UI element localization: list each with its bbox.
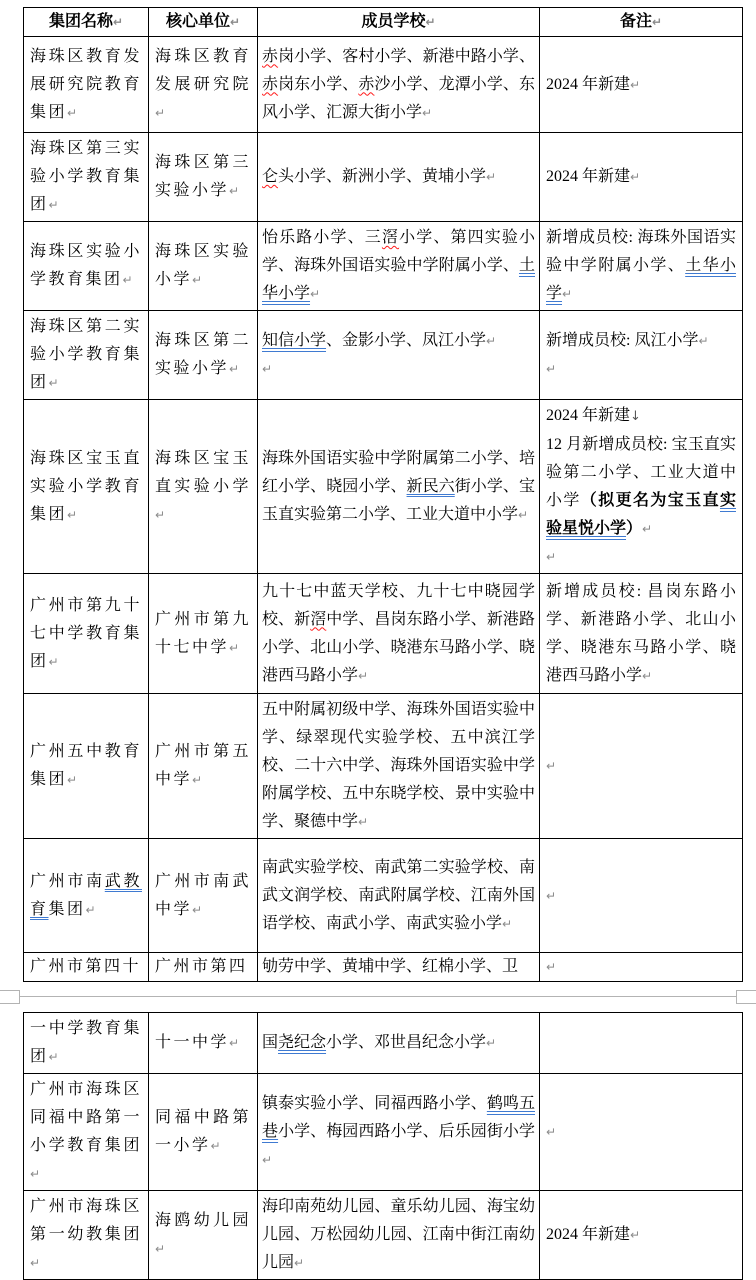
formatting-mark-icon: ↵ <box>48 198 59 212</box>
cell-member-schools <box>258 1074 540 1191</box>
formatting-mark-icon: ↵ <box>48 1050 59 1064</box>
table-row <box>24 574 743 694</box>
text-run: 新增成员校: 海珠外国语实验中学附属小学、 <box>546 229 736 274</box>
cell-group-name <box>24 694 149 839</box>
table-row <box>24 953 743 982</box>
text-run: 南武实验学校、南武第二实验学校、南武文润学校、南武附属学校、江南外国语学校、南武小学、南武实验小学 <box>262 858 535 932</box>
formatting-mark-icon: ↵ <box>546 1125 557 1139</box>
text-run: 海珠区宝玉直实验小学 <box>155 449 251 495</box>
column-header-remarks <box>540 8 743 37</box>
cell-core-unit <box>149 1191 258 1280</box>
text-run: 2024 年新建 <box>546 168 631 185</box>
cell-remarks <box>540 1013 743 1074</box>
text-run: 海珠区宝玉直实验小学教育集团 <box>30 449 142 523</box>
formatting-mark-icon: ↵ <box>518 507 529 522</box>
page-break <box>0 982 756 1012</box>
cell-member-schools <box>258 400 540 574</box>
cell-remarks <box>540 37 743 133</box>
formatting-mark-icon: ↵ <box>486 334 497 348</box>
cell-member-schools <box>258 953 540 982</box>
text-run: 海珠区第三实验小学 <box>155 154 251 199</box>
page-boundary-marker-right-icon <box>736 990 756 1004</box>
text-run: （拟更名为宝玉直 <box>580 492 720 509</box>
cell-remarks <box>540 1191 743 1280</box>
text-run: 广州市第九十七中学教育集团 <box>30 596 142 670</box>
cell-remarks <box>540 574 743 694</box>
formatting-mark-icon: ↵ <box>486 170 497 184</box>
table-row <box>24 1013 743 1074</box>
formatting-mark-icon: ↵ <box>192 273 203 287</box>
text-run: 广州五中教育集团 <box>30 743 142 788</box>
formatting-mark-icon: ↵ <box>85 902 96 917</box>
formatting-mark-icon: ↵ <box>229 640 240 655</box>
cell-remarks <box>540 222 743 311</box>
text-run: 五中附属初级中学、海珠外国语实验中学、绿翠现代实验学校、五中滨江学校、二十六中学、海珠外国语实验中学附属学校、五中东晓学校、景中实验中学、聚德中学 <box>262 701 535 830</box>
formatting-mark-icon: ↵ <box>502 916 513 931</box>
text-run: 2024 年新建 <box>546 407 631 424</box>
table-row <box>24 1191 743 1280</box>
text-run: 海珠区第二实验小学 <box>155 332 251 377</box>
formatting-mark-icon: ↵ <box>229 15 241 29</box>
cell-group-name <box>24 839 149 953</box>
cell-member-schools <box>258 37 540 133</box>
education-groups-table-page-1 <box>23 7 743 982</box>
text-run: 街小学、宝玉直实验第二小学、工业大道中小学 <box>262 477 535 523</box>
formatting-mark-icon: ↵ <box>546 362 557 376</box>
text-run: 海珠区第三实验小学教育集团 <box>30 140 142 213</box>
text-run: 土华小学 <box>546 257 736 302</box>
cell-group-name <box>24 37 149 133</box>
text-run: 赤 <box>262 47 279 65</box>
cell-group-name <box>24 1013 149 1074</box>
table-row <box>24 37 743 133</box>
text-run: 土华小学 <box>262 257 535 302</box>
formatting-mark-icon: ↵ <box>30 1256 41 1270</box>
text-run: 广州市南 <box>30 872 105 890</box>
text-run: 九十七中蓝天学校、九十七中晓园学校、新 <box>262 582 535 628</box>
formatting-mark-icon: ↵ <box>155 1242 166 1256</box>
text-run: 、金影小学、凤江小学 <box>326 332 487 349</box>
text-run: 头小学、新洲小学、黄埔小学 <box>278 168 487 185</box>
text-run: 集团 <box>48 900 86 918</box>
cell-core-unit <box>149 1074 258 1191</box>
formatting-mark-icon: ↵ <box>229 1036 240 1050</box>
cell-member-schools <box>258 839 540 953</box>
text-run: 实验星悦小学 <box>546 492 736 537</box>
text-run: 同福中路第一小学 <box>155 1109 251 1154</box>
text-run: 武教育 <box>30 872 142 918</box>
formatting-mark-icon: ↵ <box>67 507 78 522</box>
cell-group-name <box>24 133 149 222</box>
text-run: 新民六 <box>406 477 455 495</box>
text-run: 成员学校 <box>361 13 426 30</box>
text-run: 十一中学 <box>155 1034 230 1051</box>
cell-remarks <box>540 953 743 982</box>
table-row <box>24 839 743 953</box>
text-run: 沙小学、龙潭小学、东风小学、汇源大街小学 <box>262 75 535 121</box>
formatting-mark-icon: ↵ <box>30 1167 41 1181</box>
formatting-mark-icon: ↵ <box>210 1139 221 1153</box>
formatting-mark-icon: ↵ <box>546 888 557 903</box>
formatting-mark-icon: ↵ <box>48 376 59 390</box>
formatting-mark-icon: ↵ <box>192 773 203 787</box>
cell-group-name <box>24 574 149 694</box>
formatting-mark-icon: ↵ <box>67 773 78 787</box>
table-row <box>24 1074 743 1191</box>
formatting-mark-icon: ↵ <box>422 105 433 120</box>
text-run: 海珠区第二实验小学教育集团 <box>30 318 142 391</box>
text-run: 小学、第四实验小学、海珠外国语实验中学附属小学、 <box>262 229 535 274</box>
cell-member-schools <box>258 1191 540 1280</box>
text-run: 新增成员校: 凤江小学 <box>546 332 699 349</box>
formatting-mark-icon: ↵ <box>262 1153 273 1167</box>
text-run: 镇泰实验小学、同福西路小学、 <box>262 1095 487 1112</box>
page-top-margin <box>0 0 756 7</box>
text-run: 滘 <box>310 610 327 628</box>
text-run: 海印南苑幼儿园、童乐幼儿园、海宝幼儿园、万松园幼儿园、江南中街江南幼儿园 <box>262 1198 535 1271</box>
cell-core-unit <box>149 37 258 133</box>
formatting-mark-icon: ↵ <box>122 273 133 287</box>
formatting-mark-icon: ↵ <box>48 654 59 669</box>
cell-group-name <box>24 1074 149 1191</box>
cell-core-unit <box>149 839 258 953</box>
cell-core-unit <box>149 694 258 839</box>
formatting-mark-icon: ↵ <box>192 902 203 917</box>
text-run: 新增成员校: 昌岗东路小学、新港路小学、北山小学、晓港东马路小学、晓港西马路小学 <box>546 582 736 684</box>
text-run: 广州市第四十 <box>30 958 142 975</box>
text-run: 小学、邓世昌纪念小学 <box>326 1034 487 1051</box>
text-run: 仑 <box>262 168 279 185</box>
page-break-line <box>0 996 756 997</box>
formatting-mark-icon: ↵ <box>486 1036 497 1050</box>
cell-remarks <box>540 839 743 953</box>
header-row <box>24 8 743 37</box>
cell-member-schools <box>258 133 540 222</box>
text-run: 岗东小学、 <box>278 75 359 93</box>
formatting-mark-icon: ↵ <box>546 759 557 773</box>
formatting-mark-icon: ↵ <box>294 1256 305 1270</box>
formatting-mark-icon: ↵ <box>229 184 240 198</box>
table-row <box>24 133 743 222</box>
formatting-mark-icon: ↵ <box>546 550 557 564</box>
formatting-mark-icon: ↵ <box>642 668 653 683</box>
cell-group-name <box>24 400 149 574</box>
cell-remarks <box>540 694 743 839</box>
text-run: 赤 <box>358 75 375 93</box>
column-header-group-name <box>24 8 149 37</box>
formatting-mark-icon: ↵ <box>425 15 436 29</box>
text-run: 2024 年新建 <box>546 75 631 93</box>
cell-core-unit <box>149 1013 258 1074</box>
column-header-core-unit <box>149 8 258 37</box>
formatting-mark-icon: ↵ <box>546 960 557 974</box>
page-boundary-marker-left-icon <box>0 990 20 1004</box>
text-run: 一中学教育集团 <box>30 1020 142 1065</box>
cell-group-name <box>24 1191 149 1280</box>
text-run: 尧纪念 <box>278 1034 327 1051</box>
cell-member-schools <box>258 311 540 400</box>
formatting-mark-icon: ↵ <box>630 170 641 184</box>
cell-group-name <box>24 311 149 400</box>
cell-group-name <box>24 953 149 982</box>
text-run: 2024 年新建 <box>546 1226 631 1243</box>
text-run: 劬劳中学、黄埔中学、红棉小学、卫 <box>262 958 519 975</box>
formatting-mark-icon: ↵ <box>698 334 709 348</box>
text-run: 海珠区实验小学 <box>155 243 251 288</box>
column-header-member-schools <box>258 8 540 37</box>
text-run: 广州市第五中学 <box>155 743 251 788</box>
text-run: 广州市海珠区第一幼教集团 <box>30 1198 142 1243</box>
cell-member-schools <box>258 574 540 694</box>
formatting-mark-icon: ↵ <box>155 105 166 120</box>
formatting-mark-icon: ↵ <box>310 287 321 301</box>
formatting-mark-icon: ↵ <box>562 287 573 301</box>
formatting-mark-icon: ↵ <box>358 815 369 829</box>
cell-remarks <box>540 400 743 574</box>
text-run: 海珠区教育发展研究院教育集团 <box>30 47 142 121</box>
text-run: 广州市南武中学 <box>155 872 251 918</box>
text-run: 鹤鸣五巷 <box>262 1095 535 1140</box>
education-groups-table-page-2 <box>23 1012 743 1280</box>
cell-core-unit <box>149 311 258 400</box>
cell-member-schools <box>258 222 540 311</box>
text-run: 备注 <box>619 13 652 30</box>
formatting-mark-icon: ↵ <box>358 668 369 683</box>
text-run: 赤 <box>262 75 279 93</box>
formatting-mark-icon: ↵ <box>642 522 653 536</box>
cell-remarks <box>540 1074 743 1191</box>
table-row <box>24 400 743 574</box>
text-run: 小学、梅园西路小学、后乐园街小学 <box>278 1123 535 1140</box>
table-row <box>24 694 743 839</box>
cell-core-unit <box>149 133 258 222</box>
cell-group-name <box>24 222 149 311</box>
cell-core-unit <box>149 400 258 574</box>
text-run: 中学、昌岗东路小学、新港路小学、北山小学、晓港东马路小学、晓港西马路小学 <box>262 610 535 684</box>
cell-member-schools <box>258 694 540 839</box>
text-run: 广州市第九十七中学 <box>155 610 251 656</box>
cell-core-unit <box>149 222 258 311</box>
cell-core-unit <box>149 953 258 982</box>
text-run: 集团名称 <box>48 13 113 30</box>
text-run: 知信小学 <box>262 332 327 349</box>
text-run: 怡乐路小学、三 <box>262 229 382 246</box>
text-run: 海珠外国语实验中学附属第二小学、培红小学、晓园小学、 <box>262 449 535 495</box>
text-run: 岗小学、客村小学、新港中路小学、 <box>278 47 535 65</box>
text-run: 12 月新增成员校: 宝玉直实验第二小学、工业大道中小学 <box>546 436 736 509</box>
formatting-mark-icon: ↵ <box>651 15 663 29</box>
text-run: 广州市海珠区同福中路第一小学教育集团 <box>30 1081 142 1154</box>
formatting-mark-icon: ↵ <box>112 15 124 29</box>
cell-member-schools <box>258 1013 540 1074</box>
table-page-1-container <box>0 7 756 982</box>
formatting-mark-icon: ↵ <box>630 77 641 92</box>
formatting-mark-icon: ↵ <box>155 507 166 522</box>
text-run: 核心单位 <box>165 13 230 30</box>
cell-remarks <box>540 133 743 222</box>
table-page-2-container <box>0 1012 756 1280</box>
formatting-mark-icon: ↵ <box>262 362 273 376</box>
formatting-mark-icon: ↵ <box>630 1228 641 1242</box>
text-run: 海珠区实验小学教育集团 <box>30 243 142 288</box>
formatting-mark-icon: ↵ <box>67 105 78 120</box>
formatting-mark-icon: ↵ <box>229 362 240 376</box>
formatting-mark-icon: ↓ <box>630 409 641 424</box>
text-run: 海珠区教育发展研究院 <box>155 47 251 93</box>
cell-remarks <box>540 311 743 400</box>
table-row <box>24 222 743 311</box>
text-run: 滘 <box>381 229 400 246</box>
text-run: 海鸥幼儿园 <box>155 1212 251 1229</box>
text-run: 国 <box>262 1034 279 1051</box>
cell-core-unit <box>149 574 258 694</box>
table-row <box>24 311 743 400</box>
text-run: 广州市第四 <box>155 958 248 975</box>
text-run: ） <box>626 520 643 537</box>
